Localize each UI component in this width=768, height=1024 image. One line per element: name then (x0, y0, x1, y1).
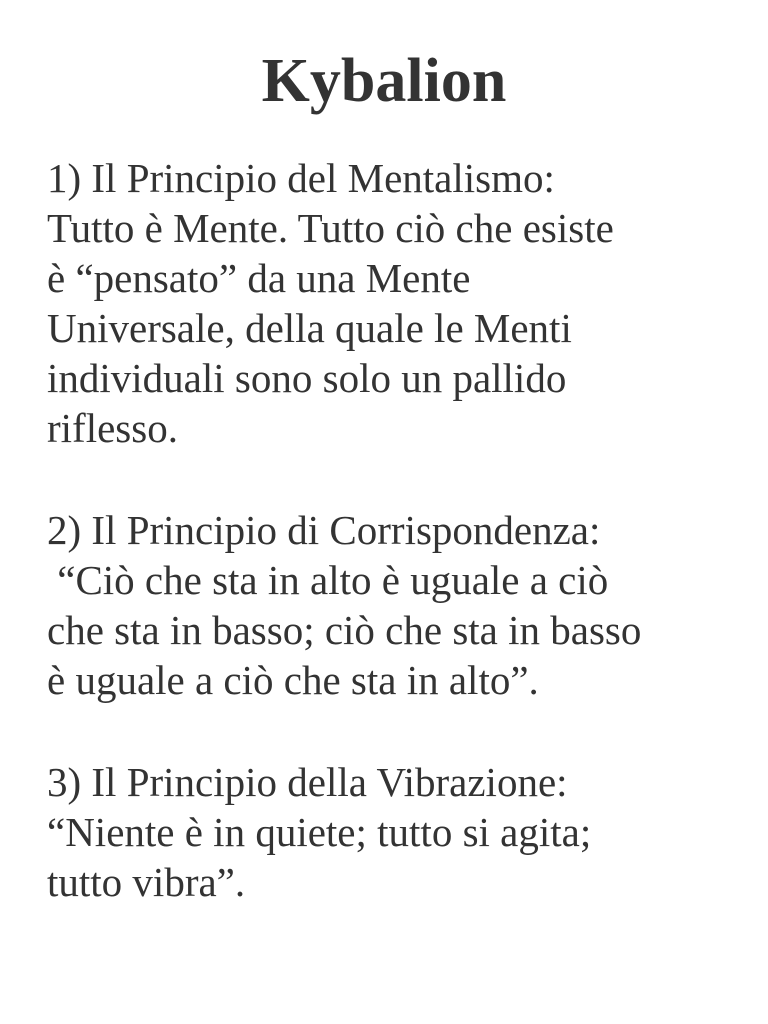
principle-line: Universale, della quale le Menti (47, 305, 572, 351)
principle-line: è uguale a ciò che sta in alto”. (47, 657, 539, 703)
principle-line: tutto vibra”. (47, 859, 246, 905)
principle-line: è “pensato” da una Mente (47, 255, 471, 301)
principle-line: che sta in basso; ciò che sta in basso (47, 607, 642, 653)
principle-mentalism (47, 153, 747, 453)
principle-vibration (47, 757, 747, 907)
page-title: Kybalion (261, 47, 507, 115)
principle-line: individuali sono solo un pallido (47, 355, 567, 401)
principle-line: 1) Il Principio del Mentalismo: (47, 155, 555, 201)
principle-line: 2) Il Principio di Corrispondenza: (47, 507, 601, 553)
principle-line: Tutto è Mente. Tutto ciò che esiste (47, 205, 614, 251)
principle-line: riflesso. (47, 405, 178, 451)
principle-line: “Niente è in quiete; tutto si agita; (47, 809, 592, 855)
principle-correspondence (47, 505, 747, 705)
principle-line: 3) Il Principio della Vibrazione: (47, 759, 568, 805)
principle-line: “Ciò che sta in alto è uguale a ciò (47, 557, 609, 603)
